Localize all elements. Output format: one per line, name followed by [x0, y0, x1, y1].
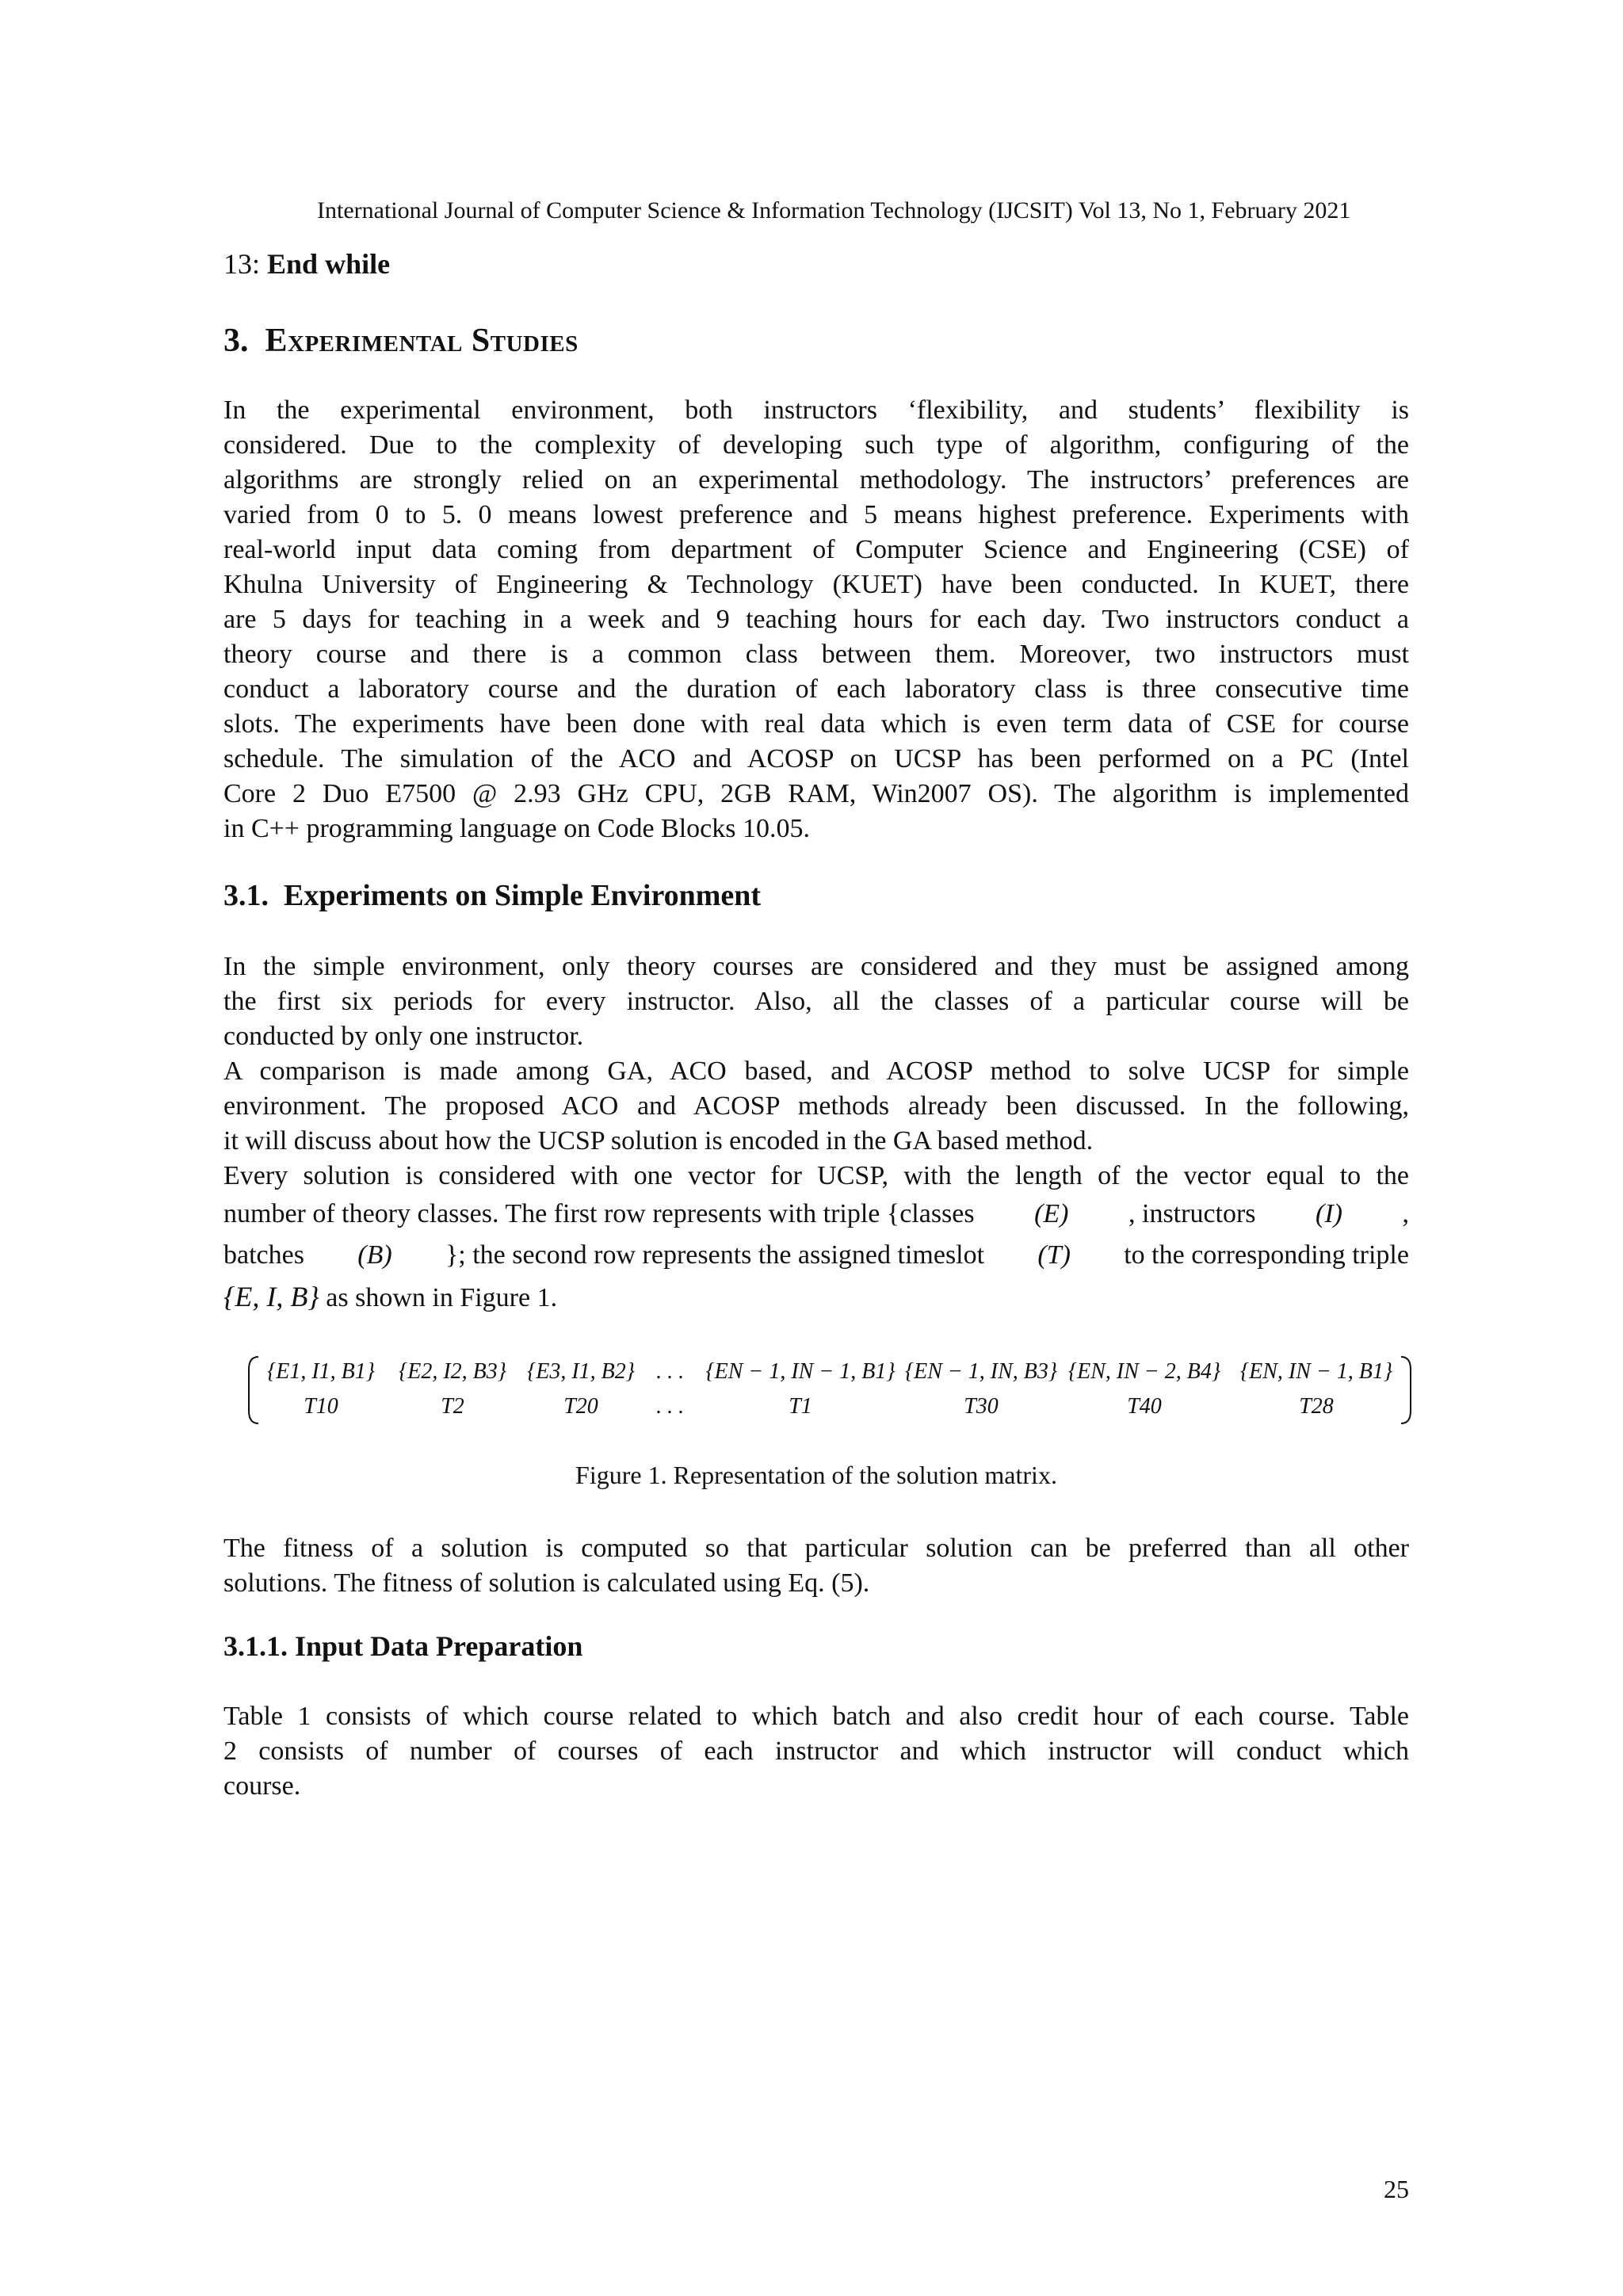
text-fragment: }; the second row represents the assigned timeslot: [445, 1240, 985, 1270]
math-symbol: (I): [1316, 1199, 1342, 1228]
math-symbol: (B): [357, 1240, 392, 1270]
text-line: Khulna University of Engineering & Technology (KUET) have been conducted. In KUET, there: [223, 570, 1409, 599]
text-line: [223, 1279, 1409, 1316]
text-line: conducted by only one instructor.: [223, 1022, 584, 1051]
subsubsection-number: 3.1.1.: [223, 1630, 288, 1662]
matrix-cell-bottom: . . .: [655, 1394, 684, 1419]
text-line: The fitness of a solution is computed so that particular solution can be preferred than all other: [223, 1534, 1409, 1563]
matrix-cell-bottom: T20: [563, 1394, 598, 1419]
math-symbol: (E): [1034, 1199, 1069, 1228]
text-fragment: number of theory classes. The first row represents with triple {classes: [223, 1199, 975, 1228]
text-line: In the simple environment, only theory courses are considered and they must be assigned among: [223, 952, 1409, 981]
page-number: 25: [1384, 2175, 1409, 2203]
text-line: schedule. The simulation of the ACO and ACOSP on UCSP has been performed on a PC (Intel: [223, 744, 1409, 774]
matrix-cell-top: {E2, I2, B3}: [399, 1359, 506, 1384]
figure-caption: Figure 1. Representation of the solution matrix.: [575, 1461, 1057, 1489]
matrix-cell-bottom: T28: [1299, 1394, 1334, 1419]
text-line: it will discuss about how the UCSP solution is encoded in the GA based method.: [223, 1126, 1094, 1156]
algorithm-keyword: End while: [267, 248, 391, 280]
right-bracket: [1401, 1357, 1411, 1423]
text-line: A comparison is made among GA, ACO based, and ACOSP method to solve UCSP for simple: [223, 1056, 1409, 1086]
text-line: Core 2 Duo E7500 @ 2.93 GHz CPU, 2GB RAM, Win2007 OS). The algorithm is implemented: [223, 779, 1409, 808]
matrix-cell-bottom: T2: [441, 1394, 464, 1419]
text-fragment: , instructors: [1128, 1199, 1256, 1228]
matrix-cell-top: . . .: [655, 1359, 684, 1384]
text-line: theory course and there is a common class between them. Moreover, two instructors must: [223, 640, 1409, 669]
matrix-cell-bottom: T1: [789, 1394, 812, 1419]
simple-environment-paragraph: [223, 949, 1409, 1316]
matrix-cell-top: {E1, I1, B1}: [267, 1359, 375, 1384]
fitness-paragraph: [223, 1531, 1409, 1601]
text-line: real-world input data coming from department of Computer Science and Engineering (CSE) of: [223, 535, 1409, 564]
text-line: in C++ programming language on Code Blocks 10.05.: [223, 814, 810, 843]
matrix-cell-top: {EN, IN − 2, B4}: [1067, 1359, 1221, 1384]
algorithm-line-13: [223, 246, 390, 282]
intro-paragraph: [223, 393, 1409, 846]
text-line: 2 consists of number of courses of each instructor and which instructor will conduct which: [223, 1736, 1409, 1766]
subsection-number: 3.1.: [223, 879, 269, 912]
math-symbol: {E, I, B}: [223, 1281, 319, 1312]
text-line: [223, 1197, 1409, 1232]
subsection-title: Experiments on Simple Environment: [284, 879, 762, 912]
text-line: In the experimental environment, both instructors ‘flexibility, and students’ flexibility is: [223, 395, 1409, 425]
text-fragment: as shown in Figure 1.: [319, 1283, 558, 1312]
matrix-cell-top: {EN − 1, IN, B3}: [904, 1359, 1058, 1384]
input-data-paragraph: [223, 1699, 1409, 1804]
text-line: solutions. The fitness of solution is calculated using Eq. (5).: [223, 1568, 870, 1598]
text-line: Every solution is considered with one vector for UCSP, with the length of the vector equal to the: [223, 1161, 1409, 1190]
running-head: International Journal of Computer Science & Information Technology (IJCSIT) Vol 13, No 1, February 2021: [317, 197, 1351, 223]
subsubsection-heading: [223, 1628, 582, 1664]
matrix-cell-top: {EN − 1, IN − 1, B1}: [705, 1359, 896, 1384]
text-line: algorithms are strongly relied on an experimental methodology. The instructors’ preferences are: [223, 465, 1409, 495]
text-line: course.: [223, 1771, 301, 1801]
section-heading: [223, 320, 579, 361]
text-fragment: batches: [223, 1240, 304, 1270]
text-line: environment. The proposed ACO and ACOSP methods already been discussed. In the following,: [223, 1091, 1409, 1121]
matrix-cell-bottom: T10: [304, 1394, 338, 1419]
text-line: varied from 0 to 5. 0 means lowest preference and 5 means highest preference. Experiments with: [223, 500, 1409, 529]
text-line: the first six periods for every instructor. Also, all the classes of a particular course will be: [223, 987, 1409, 1016]
algorithm-line-number: 13:: [223, 248, 261, 280]
text-line: are 5 days for teaching in a week and 9 teaching hours for each day. Two instructors conduct a: [223, 605, 1409, 634]
math-symbol: (T): [1037, 1240, 1071, 1270]
text-line: considered. Due to the complexity of developing such type of algorithm, configuring of the: [223, 430, 1409, 460]
text-line: slots. The experiments have been done with real data which is even term data of CSE for course: [223, 709, 1409, 739]
text-fragment: ,: [1402, 1199, 1409, 1228]
matrix-cell-top: {EN, IN − 1, B1}: [1239, 1359, 1393, 1384]
section-title: Experimental Studies: [265, 323, 579, 359]
text-fragment: to the corresponding triple: [1124, 1240, 1409, 1270]
section-number: 3.: [223, 323, 249, 359]
text-line: Table 1 consists of which course related to which batch and also credit hour of each course. Table: [223, 1702, 1409, 1731]
subsubsection-title: Input Data Preparation: [295, 1630, 583, 1662]
subsection-heading: [223, 877, 761, 915]
text-line: [223, 1238, 1409, 1273]
solution-matrix: [247, 1354, 1412, 1427]
matrix-cell-top: {E3, I1, B2}: [527, 1359, 635, 1384]
matrix-cell-bottom: T40: [1127, 1394, 1162, 1419]
text-line: conduct a laboratory course and the duration of each laboratory class is three consecutive time: [223, 674, 1409, 704]
left-bracket: [249, 1357, 258, 1423]
matrix-cell-bottom: T30: [964, 1394, 999, 1419]
